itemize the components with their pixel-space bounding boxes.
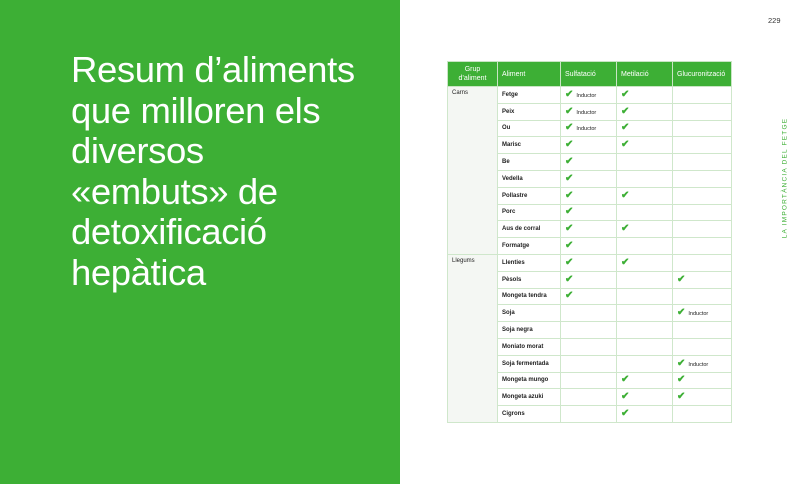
glucuronidation-cell bbox=[673, 204, 732, 221]
food-name-cell: Ou bbox=[498, 120, 561, 137]
running-head-text: LA IMPORTÀNCIA DEL FETGE bbox=[781, 117, 789, 239]
sulfation-cell bbox=[561, 238, 617, 255]
food-name-cell: Mongeta tendra bbox=[498, 288, 561, 305]
sulfation-cell bbox=[561, 103, 617, 120]
table-row bbox=[448, 87, 732, 104]
food-name-cell: Vedella bbox=[498, 170, 561, 187]
sulfation-cell bbox=[561, 338, 617, 355]
glucuronidation-cell bbox=[673, 288, 732, 305]
glucuronidation-cell bbox=[673, 338, 732, 355]
sulfation-cell bbox=[561, 322, 617, 339]
checkmark-icon: ✔ bbox=[565, 290, 574, 302]
glucuronidation-cell bbox=[673, 271, 732, 288]
food-name-cell: Fetge bbox=[498, 87, 561, 104]
checkmark-icon: ✔ bbox=[565, 206, 574, 218]
sulfation-cell bbox=[561, 372, 617, 389]
methylation-cell bbox=[617, 322, 673, 339]
checkmark-icon: ✔ bbox=[621, 374, 630, 386]
methylation-cell bbox=[617, 288, 673, 305]
food-name-cell: Cigrons bbox=[498, 406, 561, 423]
inductor-label: Inductor bbox=[576, 126, 597, 133]
glucuronidation-cell bbox=[673, 120, 732, 137]
glucuronidation-cell bbox=[673, 103, 732, 120]
glucuronidation-cell bbox=[673, 372, 732, 389]
header-group: Grup d’aliment bbox=[448, 62, 498, 87]
food-name-cell: Formatge bbox=[498, 238, 561, 255]
methylation-cell bbox=[617, 389, 673, 406]
sulfation-cell bbox=[561, 170, 617, 187]
sulfation-cell bbox=[561, 271, 617, 288]
food-name-cell: Soja negra bbox=[498, 322, 561, 339]
glucuronidation-cell bbox=[673, 322, 732, 339]
methylation-cell bbox=[617, 187, 673, 204]
checkmark-icon: ✔ bbox=[565, 256, 574, 268]
methylation-cell bbox=[617, 221, 673, 238]
checkmark-icon: ✔ bbox=[621, 122, 630, 134]
glucuronidation-cell bbox=[673, 238, 732, 255]
checkmark-icon: ✔ bbox=[565, 122, 574, 134]
checkmark-icon: ✔ bbox=[621, 223, 630, 235]
checkmark-icon: ✔ bbox=[677, 391, 686, 403]
header-methylation: Metilació bbox=[617, 62, 673, 87]
header-food: Aliment bbox=[498, 62, 561, 87]
sulfation-cell bbox=[561, 187, 617, 204]
glucuronidation-cell bbox=[673, 221, 732, 238]
glucuronidation-cell bbox=[673, 170, 732, 187]
checkmark-icon: ✔ bbox=[565, 105, 574, 117]
food-name-cell: Moniato morat bbox=[498, 338, 561, 355]
methylation-cell bbox=[617, 103, 673, 120]
page-number: 229 bbox=[768, 16, 781, 25]
checkmark-icon: ✔ bbox=[565, 88, 574, 100]
methylation-cell bbox=[617, 120, 673, 137]
checkmark-icon: ✔ bbox=[677, 374, 686, 386]
methylation-cell bbox=[617, 238, 673, 255]
checkmark-icon: ✔ bbox=[565, 240, 574, 252]
title-line: detoxificació bbox=[71, 211, 267, 252]
sulfation-cell bbox=[561, 221, 617, 238]
sulfation-cell bbox=[561, 389, 617, 406]
sulfation-cell bbox=[561, 305, 617, 322]
glucuronidation-cell bbox=[673, 187, 732, 204]
methylation-cell bbox=[617, 355, 673, 372]
title-line: Resum d’aliments bbox=[71, 49, 355, 90]
sulfation-cell bbox=[561, 87, 617, 104]
title-line: «embuts» de bbox=[71, 170, 278, 212]
methylation-cell bbox=[617, 305, 673, 322]
checkmark-icon: ✔ bbox=[677, 273, 686, 285]
food-name-cell: Pèsols bbox=[498, 271, 561, 288]
sulfation-cell bbox=[561, 137, 617, 154]
title-line: diversos bbox=[71, 130, 204, 171]
title-line: hepàtica bbox=[71, 251, 206, 293]
checkmark-icon: ✔ bbox=[677, 357, 686, 369]
methylation-cell bbox=[617, 170, 673, 187]
detox-food-table bbox=[447, 61, 732, 423]
checkmark-icon: ✔ bbox=[677, 307, 686, 319]
checkmark-icon: ✔ bbox=[565, 223, 574, 235]
inductor-label: Inductor bbox=[688, 361, 709, 368]
checkmark-icon: ✔ bbox=[565, 273, 574, 285]
sulfation-cell bbox=[561, 254, 617, 271]
sulfation-cell bbox=[561, 406, 617, 423]
sulfation-cell bbox=[561, 204, 617, 221]
glucuronidation-cell bbox=[673, 137, 732, 154]
checkmark-icon: ✔ bbox=[621, 391, 630, 403]
checkmark-icon: ✔ bbox=[565, 189, 574, 201]
food-name-cell: Llenties bbox=[498, 254, 561, 271]
food-name-cell: Pollastre bbox=[498, 187, 561, 204]
food-name-cell: Mongeta azuki bbox=[498, 389, 561, 406]
checkmark-icon: ✔ bbox=[565, 172, 574, 184]
food-group-cell: Carns bbox=[448, 87, 498, 255]
food-name-cell: Peix bbox=[498, 103, 561, 120]
glucuronidation-cell bbox=[673, 389, 732, 406]
checkmark-icon: ✔ bbox=[621, 408, 630, 420]
methylation-cell bbox=[617, 372, 673, 389]
methylation-cell bbox=[617, 87, 673, 104]
checkmark-icon: ✔ bbox=[565, 139, 574, 151]
checkmark-icon: ✔ bbox=[621, 88, 630, 100]
food-name-cell: Porc bbox=[498, 204, 561, 221]
food-name-cell: Soja bbox=[498, 305, 561, 322]
table-row bbox=[448, 254, 732, 271]
methylation-cell bbox=[617, 137, 673, 154]
table-header-row bbox=[448, 62, 732, 87]
sulfation-cell bbox=[561, 154, 617, 171]
methylation-cell bbox=[617, 204, 673, 221]
header-sulfation: Sulfatació bbox=[561, 62, 617, 87]
checkmark-icon: ✔ bbox=[621, 256, 630, 268]
checkmark-icon: ✔ bbox=[621, 189, 630, 201]
header-glucuronidation: Glucuronització bbox=[673, 62, 732, 87]
food-name-cell: Aus de corral bbox=[498, 221, 561, 238]
methylation-cell bbox=[617, 254, 673, 271]
food-name-cell: Marisc bbox=[498, 137, 561, 154]
methylation-cell bbox=[617, 271, 673, 288]
glucuronidation-cell bbox=[673, 355, 732, 372]
glucuronidation-cell bbox=[673, 305, 732, 322]
inductor-label: Inductor bbox=[576, 109, 597, 116]
checkmark-icon: ✔ bbox=[621, 139, 630, 151]
sulfation-cell bbox=[561, 288, 617, 305]
sulfation-cell bbox=[561, 355, 617, 372]
sulfation-cell bbox=[561, 120, 617, 137]
table-body bbox=[448, 87, 732, 423]
checkmark-icon: ✔ bbox=[621, 105, 630, 117]
inductor-label: Inductor bbox=[576, 92, 597, 99]
page-title bbox=[71, 50, 381, 293]
food-name-cell: Be bbox=[498, 154, 561, 171]
food-group-cell: Llegums bbox=[448, 254, 498, 422]
title-line: que milloren els bbox=[71, 89, 321, 131]
glucuronidation-cell bbox=[673, 87, 732, 104]
glucuronidation-cell bbox=[673, 154, 732, 171]
checkmark-icon: ✔ bbox=[565, 156, 574, 168]
methylation-cell bbox=[617, 406, 673, 423]
methylation-cell bbox=[617, 154, 673, 171]
food-name-cell: Soja fermentada bbox=[498, 355, 561, 372]
glucuronidation-cell bbox=[673, 406, 732, 423]
inductor-label: Inductor bbox=[688, 311, 709, 318]
methylation-cell bbox=[617, 338, 673, 355]
glucuronidation-cell bbox=[673, 254, 732, 271]
food-name-cell: Mongeta mungo bbox=[498, 372, 561, 389]
